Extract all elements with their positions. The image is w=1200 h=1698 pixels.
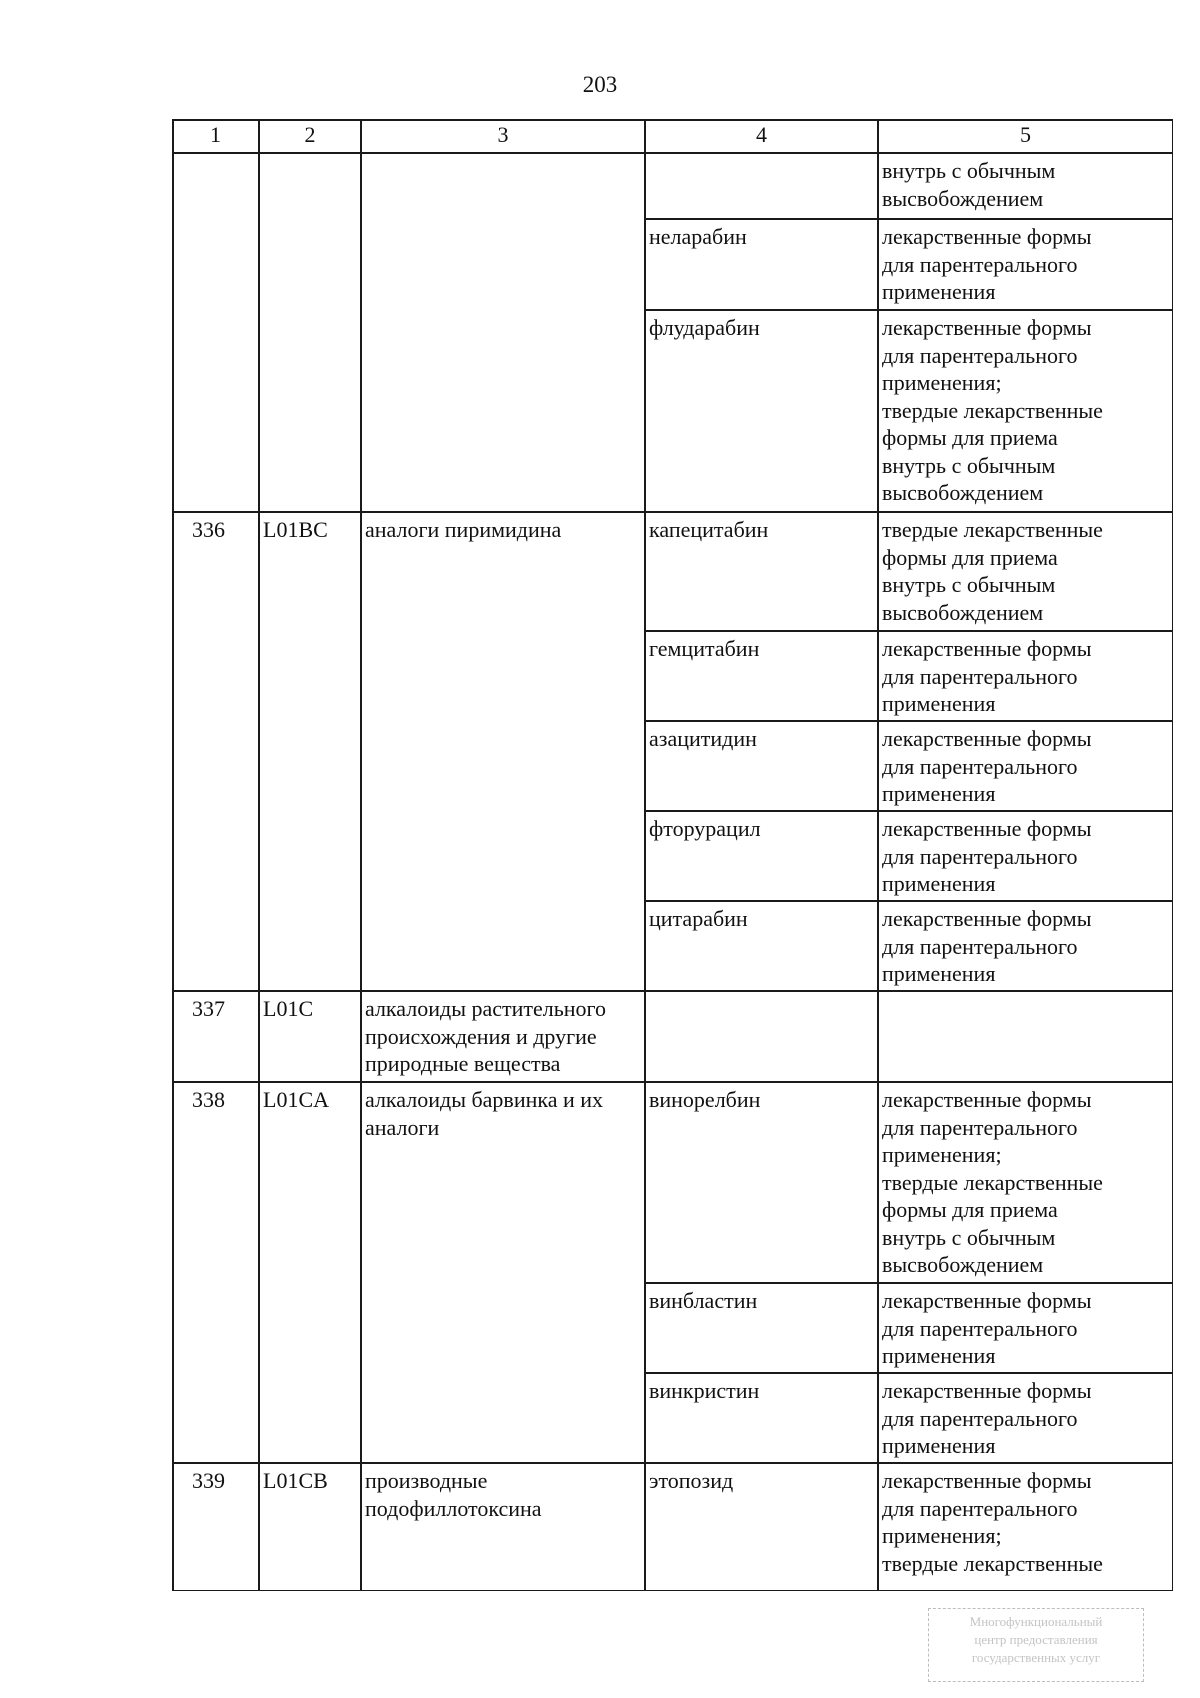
- group-separator: [172, 1081, 1173, 1083]
- row-number-cell: 336: [192, 517, 225, 542]
- column-separator: [644, 119, 646, 1591]
- dosage-form-cell: лекарственные формы для парентерального применения; твердые лекарственные формы для приема внутрь с обычным высвобождением: [882, 315, 1103, 505]
- atc-group-name-cell: алкалоиды растительного происхождения и другие природные вещества: [365, 996, 607, 1076]
- row-separator: [645, 720, 1173, 722]
- drug-name-cell: капецитабин: [649, 517, 769, 542]
- page-number: 203: [582, 72, 618, 97]
- atc-code-cell: L01BC: [263, 517, 328, 542]
- dosage-form-cell: лекарственные формы для парентерального применения: [882, 1288, 1092, 1368]
- column-header-1: 1: [210, 122, 221, 147]
- table-border-right: [1172, 119, 1174, 1591]
- dosage-form-cell: лекарственные формы для парентерального применения: [882, 636, 1092, 716]
- dosage-form-cell: [878, 990, 1173, 1081]
- atc-group-name-cell: производные подофиллотоксина: [365, 1468, 542, 1521]
- dosage-form-cell: лекарственные формы для парентерального применения: [882, 906, 1092, 986]
- drug-name-cell: неларабин: [649, 224, 747, 249]
- table-border-top: [172, 119, 1173, 121]
- atc-group-name-cell: алкалоиды барвинка и их аналоги: [365, 1087, 604, 1140]
- column-header-5: 5: [1020, 122, 1031, 147]
- atc-code-cell: L01CB: [263, 1468, 328, 1493]
- drug-name-cell: [645, 990, 878, 1081]
- row-separator: [645, 309, 1173, 311]
- dosage-form-cell: твердые лекарственные формы для приема внутрь с обычным высвобождением: [882, 517, 1103, 625]
- column-header-4: 4: [756, 122, 767, 147]
- dosage-form-cell: лекарственные формы для парентерального применения: [882, 816, 1092, 896]
- row-separator: [645, 900, 1173, 902]
- drug-name-cell: винкристин: [649, 1378, 760, 1403]
- column-separator: [360, 119, 362, 1591]
- drug-name-cell: этопозид: [649, 1468, 734, 1493]
- column-separator: [258, 119, 260, 1591]
- group-separator: [172, 511, 1173, 513]
- column-header-2: 2: [304, 122, 316, 147]
- drug-name-cell: винбластин: [649, 1288, 758, 1313]
- dosage-form-cell: лекарственные формы для парентерального применения: [882, 224, 1092, 304]
- drug-name-cell: гемцитабин: [649, 636, 760, 661]
- row-separator: [645, 1282, 1173, 1284]
- row-separator: [645, 810, 1173, 812]
- column-header-3: 3: [497, 122, 509, 147]
- table-border-left: [172, 119, 174, 1591]
- stamp-line: государственных услуг: [971, 1650, 1101, 1665]
- dosage-form-cell: лекарственные формы для парентерального применения: [882, 1378, 1092, 1458]
- dosage-form-cell: внутрь с обычным высвобождением: [882, 158, 1056, 211]
- dosage-form-cell: лекарственные формы для парентерального применения; твердые лекарственные формы для приема внутрь с обычным высвобождением: [882, 1087, 1103, 1277]
- drug-name-cell: фторурацил: [649, 816, 761, 841]
- group-separator: [172, 1462, 1173, 1464]
- group-separator: [172, 990, 1173, 992]
- row-separator: [645, 630, 1173, 632]
- row-number-cell: 337: [192, 996, 225, 1021]
- atc-code-cell: L01C: [263, 996, 314, 1021]
- atc-group-name-cell: аналоги пиримидина: [365, 517, 562, 542]
- row-number-cell: 338: [192, 1087, 225, 1112]
- drug-name-cell: винорелбин: [649, 1087, 761, 1112]
- drug-name-cell: азацитидин: [649, 726, 757, 751]
- dosage-form-cell: лекарственные формы для парентерального применения; твердые лекарственные: [882, 1468, 1103, 1576]
- drug-name-cell: флударабин: [649, 315, 760, 340]
- registration-stamp: [928, 1608, 1144, 1682]
- row-number-cell: 339: [192, 1468, 225, 1493]
- row-separator: [645, 218, 1173, 220]
- atc-code-cell: L01CA: [263, 1087, 329, 1112]
- header-separator: [172, 152, 1173, 154]
- row-separator: [645, 1372, 1173, 1374]
- drug-name-cell: цитарабин: [649, 906, 748, 931]
- drug-table: [172, 119, 1173, 1591]
- stamp-line: Многофункциональный: [969, 1614, 1103, 1629]
- column-separator: [877, 119, 879, 1591]
- stamp-line: центр предоставления: [974, 1632, 1098, 1647]
- dosage-form-cell: лекарственные формы для парентерального применения: [882, 726, 1092, 806]
- table-border-bottom: [172, 1590, 1173, 1592]
